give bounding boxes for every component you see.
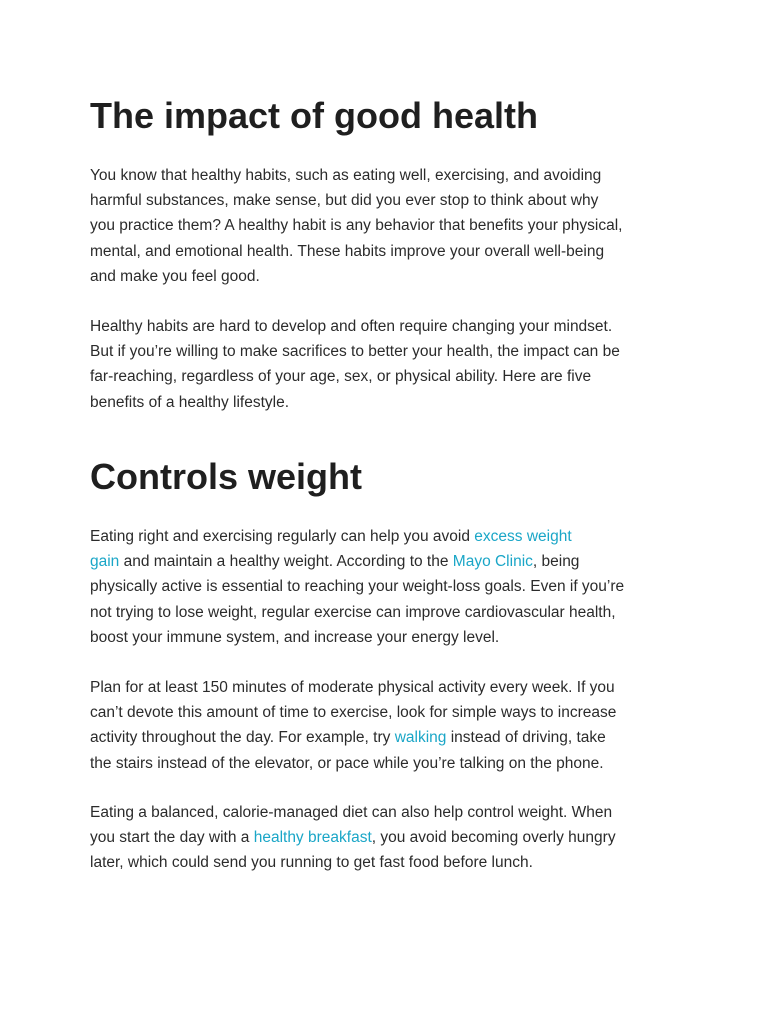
intro-paragraph-2	[90, 314, 690, 415]
excess-weight-gain-link[interactable]: excess weight	[474, 528, 572, 545]
text-line	[90, 524, 690, 549]
text-line: Plan for at least 150 minutes of moderate physical activity every week. If you	[90, 679, 615, 696]
text-line: benefits of a healthy lifestyle.	[90, 393, 290, 411]
mayo-clinic-link[interactable]: Mayo Clinic	[452, 553, 533, 571]
weight-paragraph-2	[90, 675, 690, 776]
text-line: and make you feel good.	[90, 267, 260, 285]
text-line	[90, 725, 690, 750]
text-line: you practice them? A healthy habit is any behavior that benefits your physical,	[90, 217, 623, 235]
text-segment: instead of driving, take	[446, 729, 606, 747]
section-heading: Controls weight	[90, 456, 362, 497]
text-line: the stairs instead of the elevator, or pace while you’re talking on the phone.	[90, 754, 604, 772]
text-line: later, which could send you running to get fast food before lunch.	[90, 854, 533, 872]
walking-link[interactable]: walking	[394, 729, 447, 747]
text-line: You know that healthy habits, such as eating well, exercising, and avoiding	[90, 167, 602, 184]
text-segment: and maintain a healthy weight. According to the	[119, 553, 453, 571]
text-line: physically active is essential to reaching your weight-loss goals. Even if you’re	[90, 578, 625, 596]
text-segment: you start the day with a	[90, 829, 254, 847]
text-line: Eating a balanced, calorie-managed diet can also help control weight. When	[90, 804, 613, 821]
text-line: boost your immune system, and increase your energy level.	[90, 628, 500, 646]
text-line: Healthy habits are hard to develop and often require changing your mindset.	[90, 318, 613, 335]
text-line: far-reaching, regardless of your age, sex, or physical ability. Here are five	[90, 368, 592, 386]
weight-paragraph-1	[90, 524, 690, 650]
text-line: But if you’re willing to make sacrifices to better your health, the impact can be	[90, 343, 620, 361]
text-line: not trying to lose weight, regular exercise can improve cardiovascular health,	[90, 603, 616, 621]
page-title: The impact of good health	[90, 95, 538, 136]
intro-paragraph-1	[90, 163, 690, 289]
text-segment: , you avoid becoming overly hungry	[371, 829, 616, 847]
text-line: mental, and emotional health. These habits improve your overall well-being	[90, 242, 605, 260]
text-line	[90, 825, 690, 850]
text-line: can’t devote this amount of time to exercise, look for simple ways to increase	[90, 704, 617, 722]
excess-weight-gain-link-continued[interactable]: gain	[90, 553, 120, 571]
text-segment: , being	[532, 553, 580, 571]
text-segment: activity throughout the day. For example, try	[90, 729, 395, 747]
healthy-breakfast-link[interactable]: healthy breakfast	[253, 829, 372, 847]
text-line: harmful substances, make sense, but did you ever stop to think about why	[90, 192, 599, 210]
text-line	[90, 549, 690, 574]
weight-paragraph-3	[90, 800, 690, 876]
text-segment: Eating right and exercising regularly can help you avoid	[90, 528, 475, 545]
